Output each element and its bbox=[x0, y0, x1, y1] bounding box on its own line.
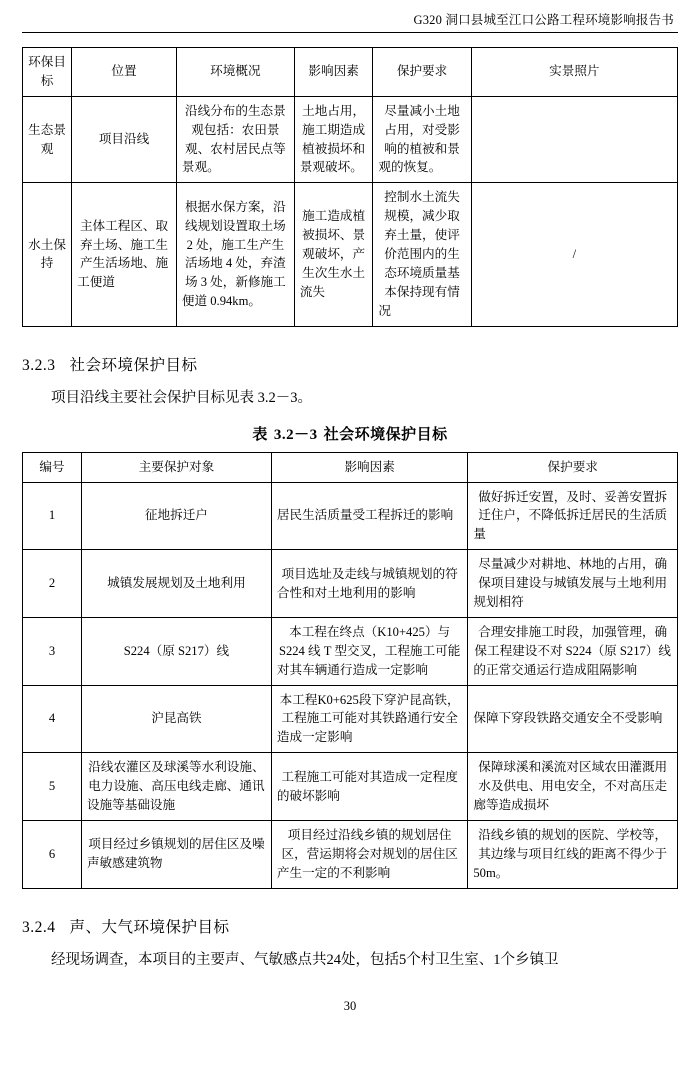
cell-photo: / bbox=[471, 183, 677, 326]
cell-photo bbox=[471, 96, 677, 183]
section-heading-323 bbox=[22, 353, 678, 375]
cell-object: 沪昆高铁 bbox=[81, 685, 271, 753]
col-overview: 环境概况 bbox=[176, 48, 294, 97]
cell-target: 生态景观 bbox=[23, 96, 72, 183]
cell-object: 征地拆迁户 bbox=[81, 482, 271, 550]
col-target: 环保目标 bbox=[23, 48, 72, 97]
table-row bbox=[23, 550, 678, 618]
col-factor: 影响因素 bbox=[294, 48, 373, 97]
cell-target: 水土保持 bbox=[23, 183, 72, 326]
col-no: 编号 bbox=[23, 452, 82, 482]
cell-factor: 项目经过沿线乡镇的规划居住区，营运期将会对规划的居住区产生一定的不利影响 bbox=[271, 820, 468, 888]
col-requirement: 保护要求 bbox=[468, 452, 678, 482]
cell-factor: 居民生活质量受工程拆迁的影响 bbox=[271, 482, 468, 550]
running-header: G320 洞口县城至江口公路工程环境影响报告书 bbox=[413, 13, 674, 27]
col-object: 主要保护对象 bbox=[81, 452, 271, 482]
section-323-paragraph: 项目沿线主要社会保护目标见表 3.2－3。 bbox=[51, 389, 312, 406]
cell-factor: 本工程K0+625段下穿沪昆高铁，工程施工可能对其铁路通行安全造成一定影响 bbox=[271, 685, 468, 753]
cell-requirement: 尽量减小土地占用，对受影响的植被和景观的恢复。 bbox=[373, 96, 471, 183]
section-324-paragraph: 经现场调查，本项目的主要声、气敏感点共24处，包括5个村卫生室、1个乡镇卫 bbox=[51, 951, 559, 968]
cell-overview: 根据水保方案，沿线规划设置取土场 2 处，施工生产生活场地 4 处，弃渣场 3 处，新修施工便道 0.94km。 bbox=[176, 183, 294, 326]
col-requirement: 保护要求 bbox=[373, 48, 471, 97]
table-row bbox=[23, 753, 678, 821]
caption-title: 社会环境保护目标 bbox=[323, 426, 448, 443]
cell-factor: 工程施工可能对其造成一定程度的破坏影响 bbox=[271, 753, 468, 821]
col-location: 位置 bbox=[72, 48, 177, 97]
header-divider bbox=[22, 32, 678, 33]
table-row bbox=[23, 183, 678, 326]
table-row bbox=[23, 685, 678, 753]
table-header-row bbox=[23, 452, 678, 482]
cell-no: 6 bbox=[23, 820, 82, 888]
section-number: 3.2.4 bbox=[22, 918, 56, 936]
cell-requirement: 合理安排施工时段，加强管理，确保工程建设不对 S224（原 S217）线的正常交通运行造成阻隔影响 bbox=[468, 617, 678, 685]
table-row bbox=[23, 820, 678, 888]
cell-no: 1 bbox=[23, 482, 82, 550]
cell-location: 主体工程区、取弃土场、施工生产生活场地、施工便道 bbox=[72, 183, 177, 326]
table-row bbox=[23, 482, 678, 550]
cell-overview: 沿线分布的生态景观包括：农田景观、农村居民点等景观。 bbox=[176, 96, 294, 183]
table-row bbox=[23, 617, 678, 685]
section-title: 社会环境保护目标 bbox=[69, 356, 198, 374]
table-social-caption bbox=[22, 423, 678, 444]
col-factor: 影响因素 bbox=[271, 452, 468, 482]
cell-requirement: 尽量减少对耕地、林地的占用，确保项目建设与城镇发展与土地利用规划相符 bbox=[468, 550, 678, 618]
section-heading-324 bbox=[22, 915, 678, 937]
table-eco-protection-targets bbox=[22, 47, 678, 327]
cell-object: S224（原 S217）线 bbox=[81, 617, 271, 685]
cell-factor: 项目选址及走线与城镇规划的符合性和对土地利用的影响 bbox=[271, 550, 468, 618]
cell-object: 沿线农灌区及球溪等水利设施、电力设施、高压电线走廊、通讯设施等基础设施 bbox=[81, 753, 271, 821]
section-title: 声、大气环境保护目标 bbox=[69, 918, 230, 936]
caption-number: 3.2－3 bbox=[273, 426, 318, 443]
cell-requirement: 控制水土流失规模，减少取弃土量，使评价范围内的生态环境质量基本保持现有情况 bbox=[373, 183, 471, 326]
cell-requirement: 沿线乡镇的规划的医院、学校等，其边缘与项目红线的距离不得少于 50m。 bbox=[468, 820, 678, 888]
table-social-protection-targets bbox=[22, 452, 678, 889]
table-row bbox=[23, 96, 678, 183]
caption-prefix: 表 bbox=[252, 426, 268, 443]
cell-no: 2 bbox=[23, 550, 82, 618]
col-photo: 实景照片 bbox=[471, 48, 677, 97]
cell-location: 项目沿线 bbox=[72, 96, 177, 183]
section-number: 3.2.3 bbox=[22, 356, 56, 374]
cell-requirement: 保障球溪和溪流对区域农田灌溉用水及供电、用电安全，不对高压走廊等造成损坏 bbox=[468, 753, 678, 821]
cell-requirement: 做好拆迁安置，及时、妥善安置拆迁住户，不降低拆迁居民的生活质量 bbox=[468, 482, 678, 550]
cell-factor: 本工程在终点（K10+425）与 S224 线 T 型交叉，工程施工可能对其车辆通行造成一定影响 bbox=[271, 617, 468, 685]
cell-factor: 施工造成植被损坏、景观破坏，产生次生水土流失 bbox=[294, 183, 373, 326]
cell-requirement: 保障下穿段铁路交通安全不受影响 bbox=[468, 685, 678, 753]
cell-factor: 土地占用，施工期造成植被损坏和景观破坏。 bbox=[294, 96, 373, 183]
cell-object: 项目经过乡镇规划的居住区及噪声敏感建筑物 bbox=[81, 820, 271, 888]
cell-no: 4 bbox=[23, 685, 82, 753]
cell-object: 城镇发展规划及土地利用 bbox=[81, 550, 271, 618]
table-header-row bbox=[23, 48, 678, 97]
page-number: 30 bbox=[343, 998, 357, 1013]
cell-no: 5 bbox=[23, 753, 82, 821]
cell-no: 3 bbox=[23, 617, 82, 685]
